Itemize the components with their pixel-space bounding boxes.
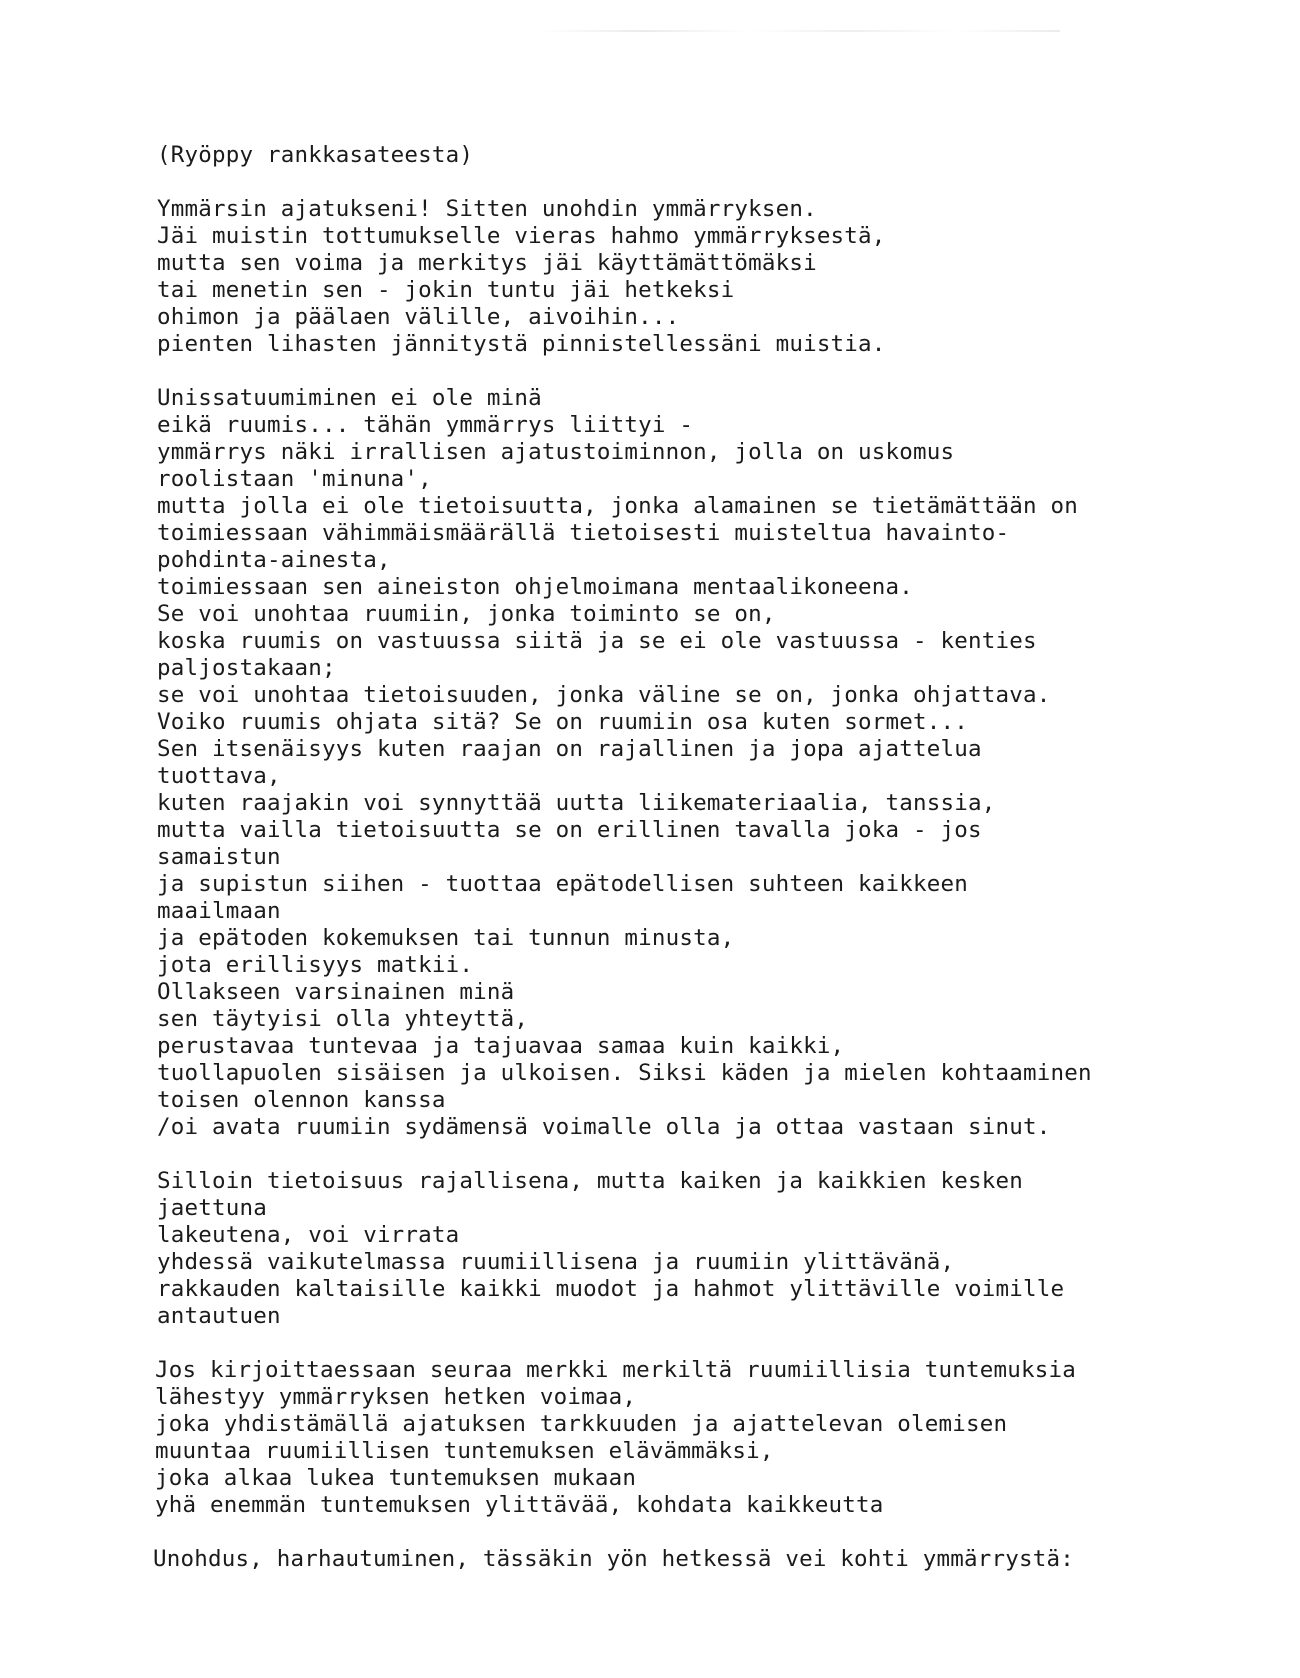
- text-line: tuollapuolen sisäisen ja ulkoisen. Siksi käden ja mielen kohtaaminen: [157, 1060, 1092, 1086]
- text-line: mutta jolla ei ole tietoisuutta, jonka alamainen se tietämättään on: [157, 493, 1078, 519]
- text-line: muuntaa ruumiillisen tuntemuksen elävämmäksi,: [155, 1438, 774, 1464]
- text-line: perustavaa tuntevaa ja tajuavaa samaa kuin kaikki,: [157, 1033, 845, 1059]
- text-line: toimiessaan sen aineiston ohjelmoimana mentaalikoneena.: [157, 574, 914, 600]
- scan-artifact: [540, 30, 1060, 32]
- text-line: ohimon ja päälaen välille, aivoihin...: [157, 304, 680, 330]
- text-line: toisen olennon kanssa: [157, 1087, 446, 1113]
- stanza-1: [157, 196, 1267, 358]
- stanza-3: [157, 1168, 1267, 1330]
- text-line: rakkauden kaltaisille kaikki muodot ja hahmot ylittäville voimille: [157, 1276, 1065, 1302]
- text-line: yhä enemmän tuntemuksen ylittävää, kohdata kaikkeutta: [155, 1492, 884, 1518]
- text-line: lähestyy ymmärryksen hetken voimaa,: [155, 1384, 637, 1410]
- text-line: Voiko ruumis ohjata sitä? Se on ruumiin osa kuten sormet...: [157, 709, 969, 735]
- text-line: tuottava,: [157, 763, 281, 789]
- stanza-5: [153, 1546, 1267, 1573]
- stanza-2: [157, 385, 1267, 1141]
- text-line: paljostakaan;: [157, 655, 336, 681]
- text-line: joka alkaa lukea tuntemuksen mukaan: [155, 1465, 637, 1491]
- text-line: samaistun: [157, 844, 281, 870]
- text-line: Sen itsenäisyys kuten raajan on rajallinen ja jopa ajattelua: [157, 736, 982, 762]
- text-line: mutta sen voima ja merkitys jäi käyttämättömäksi: [157, 250, 817, 276]
- text-line: pohdinta-ainesta,: [157, 547, 391, 573]
- text-line: Jos kirjoittaessaan seuraa merkki merkiltä ruumiillisia tuntemuksia: [155, 1357, 1076, 1383]
- text-line: pienten lihasten jännitystä pinnistellessäni muistia.: [157, 331, 886, 357]
- text-line: Unissatuumiminen ei ole minä: [157, 385, 542, 411]
- text-line: se voi unohtaa tietoisuuden, jonka väline se on, jonka ohjattava.: [157, 682, 1051, 708]
- text-line: ja supistun siihen - tuottaa epätodellisen suhteen kaikkeen: [157, 871, 969, 897]
- text-line: Unohdus, harhautuminen, tässäkin yön hetkessä vei kohti ymmärrystä:: [153, 1546, 1074, 1572]
- text-line: yhdessä vaikutelmassa ruumiillisena ja ruumiin ylittävänä,: [157, 1249, 955, 1275]
- text-line: jaettuna: [157, 1195, 267, 1221]
- text-line: roolistaan 'minuna',: [157, 466, 432, 492]
- text-line: Ymmärsin ajatukseni! Sitten unohdin ymmärryksen.: [157, 196, 817, 222]
- text-line: toimiessaan vähimmäismäärällä tietoisesti muisteltua havainto-: [157, 520, 1010, 546]
- text-line: mutta vailla tietoisuutta se on erillinen tavalla joka - jos: [157, 817, 982, 843]
- text-line: eikä ruumis... tähän ymmärrys liittyi -: [157, 412, 694, 438]
- text-line: joka yhdistämällä ajatuksen tarkkuuden ja ajattelevan olemisen: [155, 1411, 1008, 1437]
- poem-title: (Ryöppy rankkasateesta): [157, 142, 474, 168]
- text-line: /oi avata ruumiin sydämensä voimalle olla ja ottaa vastaan sinut.: [157, 1114, 1051, 1140]
- text-line: lakeutena, voi virrata: [157, 1222, 460, 1248]
- text-line: kuten raajakin voi synnyttää uutta liikemateriaalia, tanssia,: [157, 790, 996, 816]
- text-line: ymmärrys näki irrallisen ajatustoiminnon, jolla on uskomus: [157, 439, 955, 465]
- poem-body: [153, 142, 1267, 1600]
- text-line: maailmaan: [157, 898, 281, 924]
- text-line: tai menetin sen - jokin tuntu jäi hetkeksi: [157, 277, 735, 303]
- text-line: Jäi muistin tottumukselle vieras hahmo ymmärryksestä,: [157, 223, 886, 249]
- text-line: Se voi unohtaa ruumiin, jonka toiminto se on,: [157, 601, 776, 627]
- text-line: koska ruumis on vastuussa siitä ja se ei ole vastuussa - kenties: [157, 628, 1037, 654]
- text-line: Ollakseen varsinainen minä: [157, 979, 515, 1005]
- stanza-4: [155, 1357, 1267, 1519]
- text-line: antautuen: [157, 1303, 281, 1329]
- text-line: jota erillisyys matkii.: [157, 952, 474, 978]
- text-line: Silloin tietoisuus rajallisena, mutta kaiken ja kaikkien kesken: [157, 1168, 1024, 1194]
- text-line: ja epätoden kokemuksen tai tunnun minusta,: [157, 925, 735, 951]
- text-line: sen täytyisi olla yhteyttä,: [157, 1006, 529, 1032]
